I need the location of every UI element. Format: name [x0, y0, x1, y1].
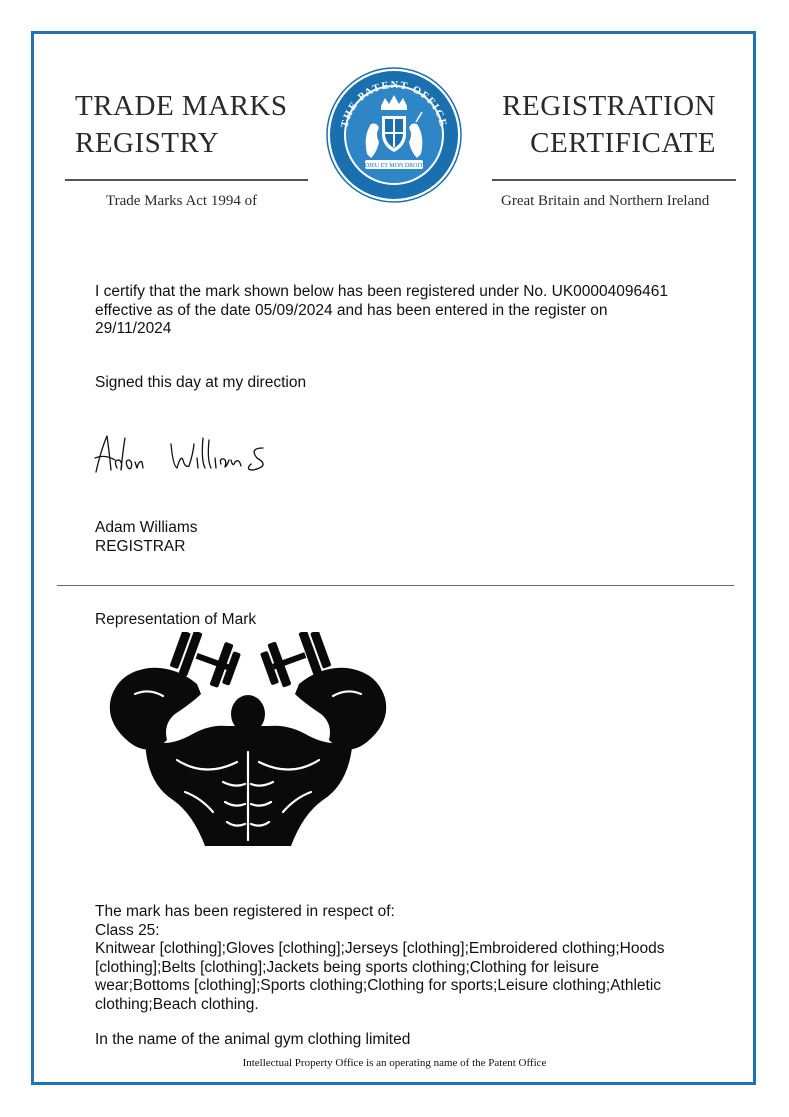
heading-line: REGISTRY — [75, 127, 220, 159]
registrar-signature — [93, 430, 293, 480]
certify-line: effective as of the date 05/09/2024 and has been entered in the register on — [95, 301, 608, 319]
seal-motto: DIEU ET MON DROIT — [364, 163, 424, 169]
goods-line: Knitwear [clothing];Gloves [clothing];Jerseys [clothing];Embroidered clothing;Hoods — [95, 940, 665, 957]
heading-line: REGISTRATION — [502, 90, 716, 122]
goods-line: clothing;Beach clothing. — [95, 995, 259, 1013]
seal-top-text: THE PATENT OFFICE — [339, 79, 449, 129]
header-rule-right — [492, 179, 736, 181]
goods-line: [clothing];Belts [clothing];Jackets being sports clothing;Clothing for leisure — [95, 958, 600, 976]
owner-statement: In the name of the animal gym clothing limited — [95, 1031, 411, 1048]
heading-line: CERTIFICATE — [530, 127, 716, 159]
goods-intro: The mark has been registered in respect of: — [95, 903, 395, 920]
heading-line: TRADE MARKS — [75, 90, 288, 122]
footer-note: Intellectual Property Office is an operating name of the Patent Office — [242, 1057, 547, 1069]
goods-and-services — [95, 903, 695, 1014]
certify-line: 29/11/2024 — [95, 320, 172, 337]
region-subtitle: Great Britain and Northern Ireland — [501, 193, 710, 209]
registrar-name: Adam Williams — [95, 519, 198, 536]
registrar-block — [95, 519, 197, 556]
registry-heading — [75, 88, 288, 162]
header-rule-left — [65, 179, 308, 181]
goods-line: wear;Bottoms [clothing];Sports clothing;Clothing for sports;Leisure clothing;Athletic — [95, 977, 662, 994]
certificate-heading — [502, 88, 716, 162]
certification-statement — [95, 283, 705, 339]
signed-statement: Signed this day at my direction — [95, 374, 307, 391]
section-divider — [57, 585, 734, 586]
goods-class: Class 25: — [95, 921, 160, 939]
act-subtitle: Trade Marks Act 1994 of — [106, 193, 258, 209]
certify-line: I certify that the mark shown below has been registered under No. UK00004096461 — [95, 283, 668, 300]
muscle-man-dumbbells-logo-icon — [105, 632, 390, 847]
representation-label: Representation of Mark — [95, 611, 257, 628]
patent-office-seal-icon — [325, 66, 463, 204]
registrar-title: REGISTRAR — [95, 537, 186, 555]
